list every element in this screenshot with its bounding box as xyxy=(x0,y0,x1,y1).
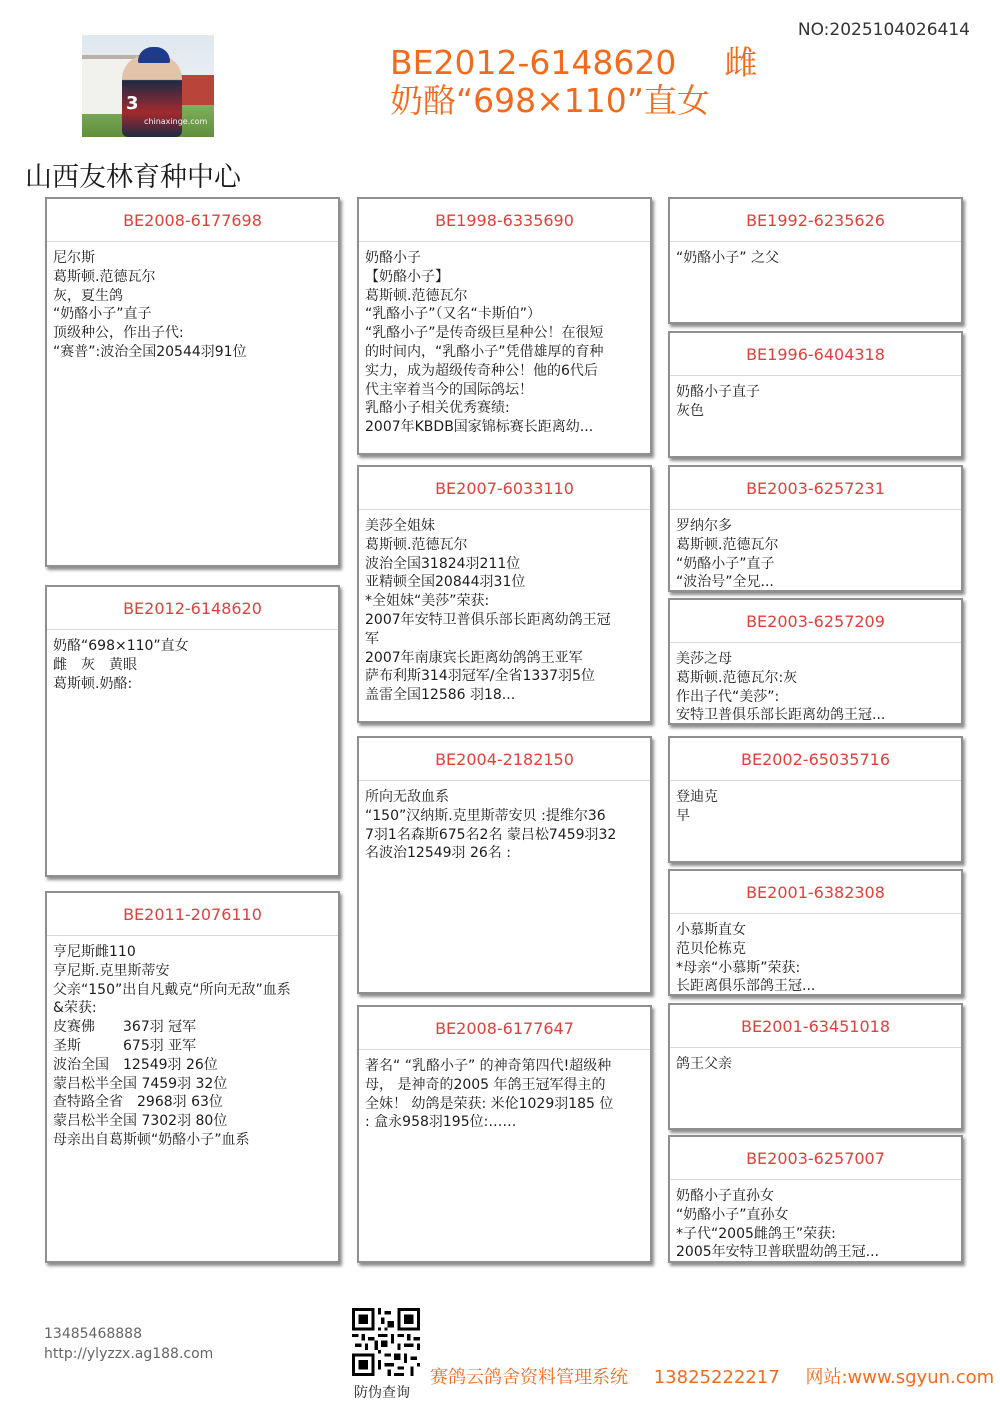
card-body xyxy=(47,630,338,693)
card-line: “奶酪小子”直孙女 xyxy=(676,1206,789,1223)
card-line: 母亲出自葛斯顿“奶酪小子”血系 xyxy=(53,1131,250,1148)
card-line: 2005年安特卫普联盟幼鸽王冠... xyxy=(676,1244,879,1261)
card-line: “波治号”全兄... xyxy=(676,574,774,591)
card-line: 葛斯顿.范德瓦尔 xyxy=(53,268,156,285)
card-line: *母亲“小慕斯”荣获: xyxy=(676,959,801,976)
card-line: 安特卫普俱乐部长距离幼鸽王冠... xyxy=(676,707,886,724)
card-ring: BE1998-6335690 xyxy=(359,199,650,242)
card-line: 乳酪小子相关优秀赛绩: xyxy=(365,400,510,417)
card-line: “奶酪小子” 之父 xyxy=(676,250,779,266)
card-line: “150”汉纳斯.克里斯蒂安贝 :提维尔36 xyxy=(365,807,606,824)
card-line: 灰，夏生鸽 xyxy=(53,287,123,304)
card-ring: BE2001-63451018 xyxy=(670,1005,961,1048)
pedigree-card-g3-2 xyxy=(668,331,963,458)
card-line: 代主宰着当今的国际鸽坛！ xyxy=(365,381,533,398)
card-line: 波治全国31824羽211位 xyxy=(365,555,521,572)
card-line: 范贝伦栋克 xyxy=(676,940,746,957)
title-sex: 雌 xyxy=(724,43,758,82)
card-body xyxy=(670,781,961,826)
card-body xyxy=(359,242,650,437)
document-number: NO:2025104026414 xyxy=(797,20,970,40)
card-body xyxy=(670,510,961,592)
pedigree-card-dam xyxy=(45,891,340,1263)
card-ring: BE1996-6404318 xyxy=(670,333,961,376)
card-line: 葛斯顿.范德瓦尔 xyxy=(365,536,468,553)
card-line: 盖雷全国12586 羽18... xyxy=(365,687,516,704)
card-line: 【奶酪小子】 xyxy=(365,268,449,285)
card-ring: BE2001-6382308 xyxy=(670,871,961,914)
card-line: 奶酪小子 xyxy=(365,250,421,266)
card-line: 亨尼斯.克里斯蒂安 xyxy=(53,962,170,979)
card-ring: BE2002-65035716 xyxy=(670,738,961,781)
pedigree-card-granddam-1 xyxy=(357,465,652,723)
card-line: *子代“2005雌鸽王”荣获: xyxy=(676,1225,836,1242)
footer-phone: 13485468888 xyxy=(44,1326,142,1342)
photo-cap xyxy=(138,47,170,63)
card-line: 亨尼斯雌110 xyxy=(53,944,136,960)
card-line: “赛普”:波治全国20544羽91位 xyxy=(53,343,247,360)
card-ring: BE2011-2076110 xyxy=(47,893,338,936)
pedigree-card-g3-8 xyxy=(668,1135,963,1263)
card-line: : 盒永958羽195位:…… xyxy=(365,1114,517,1131)
card-line: 皮赛佛 367羽 冠军 xyxy=(53,1019,197,1036)
card-body xyxy=(359,1050,650,1132)
pedigree-card-grandsire-2 xyxy=(357,736,652,994)
card-line: 尼尔斯 xyxy=(53,250,95,266)
title-name: 奶酪“698×110”直女 xyxy=(390,81,710,120)
card-body xyxy=(670,1180,961,1262)
card-body xyxy=(359,510,650,705)
card-line: 萨布利斯314羽冠军/全省1337羽5位 xyxy=(365,668,595,685)
card-line: 葛斯顿.范德瓦尔 xyxy=(365,287,468,304)
card-line: 葛斯顿.奶酪: xyxy=(53,675,133,692)
footer-url-link[interactable]: http://ylyzzx.ag188.com xyxy=(44,1346,214,1362)
card-line: 的时间内，“乳酪小子”凭借雄厚的育种 xyxy=(365,343,604,360)
card-line: 美莎之母 xyxy=(676,651,732,667)
card-line: 亚精顿全国20844羽31位 xyxy=(365,574,526,591)
card-body xyxy=(670,376,961,421)
card-line: 名波治12549羽 26名 : xyxy=(365,845,511,862)
card-ring: BE2012-6148620 xyxy=(47,587,338,630)
pedigree-card-g3-4 xyxy=(668,598,963,725)
card-line: 母， 是神奇的2005 年鸽王冠军得主的 xyxy=(365,1076,606,1093)
card-line: 鸽王父亲 xyxy=(676,1056,732,1072)
card-line: 长距离俱乐部鸽王冠... xyxy=(676,978,816,995)
card-body xyxy=(670,1048,961,1074)
card-line: 雌 灰 黄眼 xyxy=(53,656,137,673)
pedigree-title xyxy=(390,44,757,120)
pedigree-card-subject xyxy=(45,585,340,877)
card-ring: BE2008-6177647 xyxy=(359,1007,650,1050)
photo-number: 3 xyxy=(126,93,139,114)
card-line: 顶级种公，作出子代: xyxy=(53,325,184,342)
card-line: 波治全国 12549羽 26位 xyxy=(53,1056,218,1073)
card-ring: BE2003-6257007 xyxy=(670,1137,961,1180)
card-body xyxy=(47,242,338,362)
card-line: *全姐妹“美莎”荣获: xyxy=(365,593,490,610)
system-phone: 13825222217 xyxy=(653,1367,780,1388)
card-line: 2007年安特卫普俱乐部长距离幼鸽王冠 xyxy=(365,611,611,628)
card-line: 葛斯顿.范德瓦尔:灰 xyxy=(676,669,798,686)
card-line: 灰色 xyxy=(676,402,704,419)
card-body xyxy=(670,242,961,268)
pedigree-card-g3-5 xyxy=(668,736,963,863)
pedigree-card-g3-7 xyxy=(668,1003,963,1130)
card-line: 蒙吕松半全国 7459羽 32位 xyxy=(53,1075,228,1092)
pedigree-card-g3-6 xyxy=(668,869,963,996)
card-line: 早 xyxy=(676,807,690,824)
card-body xyxy=(670,643,961,725)
card-line: 奶酪“698×110”直女 xyxy=(53,638,189,654)
card-line: “乳酪小子”是传奇级巨星种公！在很短 xyxy=(365,325,604,342)
card-line: 实力，成为超级传奇种公！他的6代后 xyxy=(365,362,598,379)
card-ring: BE2007-6033110 xyxy=(359,467,650,510)
card-line: 2007年南康宾长距离幼鸽鸽王亚军 xyxy=(365,649,583,666)
card-line: 所向无敌血系 xyxy=(365,789,449,805)
card-ring: BE2003-6257231 xyxy=(670,467,961,510)
system-website-link[interactable]: 网站:www.sgyun.com xyxy=(805,1367,995,1388)
card-line: 父亲“150”出自凡戴克“所向无敌”血系 xyxy=(53,981,291,998)
qr-label: 防伪查询 xyxy=(354,1385,410,1401)
card-body xyxy=(359,781,650,863)
card-line: 罗纳尔多 xyxy=(676,518,732,534)
card-ring: BE2003-6257209 xyxy=(670,600,961,643)
card-line: 全妹！ 幼鸽是荣获: 米伦1029羽185 位 xyxy=(365,1095,614,1112)
system-name: 赛鸽云鸽舍资料管理系统 xyxy=(430,1367,628,1388)
system-footer xyxy=(430,1363,1000,1389)
pedigree-card-granddam-2 xyxy=(357,1005,652,1263)
card-line: 蒙吕松半全国 7302羽 80位 xyxy=(53,1113,228,1130)
pedigree-card-grandsire-1 xyxy=(357,197,652,455)
card-ring: BE2008-6177698 xyxy=(47,199,338,242)
card-line: 作出子代“美莎”: xyxy=(676,688,780,705)
card-line: 2007年KBDB国家锦标赛长距离幼... xyxy=(365,419,594,436)
pedigree-card-g3-3 xyxy=(668,465,963,592)
card-line: 军 xyxy=(365,630,379,647)
title-ring: BE2012-6148620 xyxy=(390,43,677,82)
card-body xyxy=(670,914,961,996)
pedigree-card-g3-1 xyxy=(668,197,963,324)
card-line: “奶酪小子”直子 xyxy=(676,555,775,572)
qr-code-icon[interactable] xyxy=(352,1308,420,1376)
breeder-name: 山西友林育种中心 xyxy=(25,162,241,193)
card-line: “奶酪小子”直子 xyxy=(53,306,152,323)
card-line: 著名“ “乳酪小子” 的神奇第四代!超级种 xyxy=(365,1058,612,1074)
card-line: 奶酪小子直子 xyxy=(676,384,760,400)
card-line: 登迪克 xyxy=(676,789,718,805)
card-line: “乳酪小子”（又名“卡斯伯”） xyxy=(365,306,542,323)
card-line: 葛斯顿.范德瓦尔 xyxy=(676,536,779,553)
card-line: 7羽1名森斯675名2名 蒙吕松7459羽32 xyxy=(365,826,617,843)
owner-photo xyxy=(82,35,214,137)
pedigree-card-sire xyxy=(45,197,340,567)
card-ring: BE2004-2182150 xyxy=(359,738,650,781)
card-line: 查特路全省 2968羽 63位 xyxy=(53,1094,223,1111)
card-ring: BE1992-6235626 xyxy=(670,199,961,242)
card-line: 奶酪小子直孙女 xyxy=(676,1188,774,1204)
card-line: 小慕斯直女 xyxy=(676,922,746,938)
card-line: 美莎全姐妹 xyxy=(365,518,435,534)
photo-watermark: chinaxinge.com xyxy=(144,117,208,126)
card-line: 圣斯 675羽 亚军 xyxy=(53,1037,197,1054)
card-line: &荣获: xyxy=(53,1000,97,1017)
card-body xyxy=(47,936,338,1150)
